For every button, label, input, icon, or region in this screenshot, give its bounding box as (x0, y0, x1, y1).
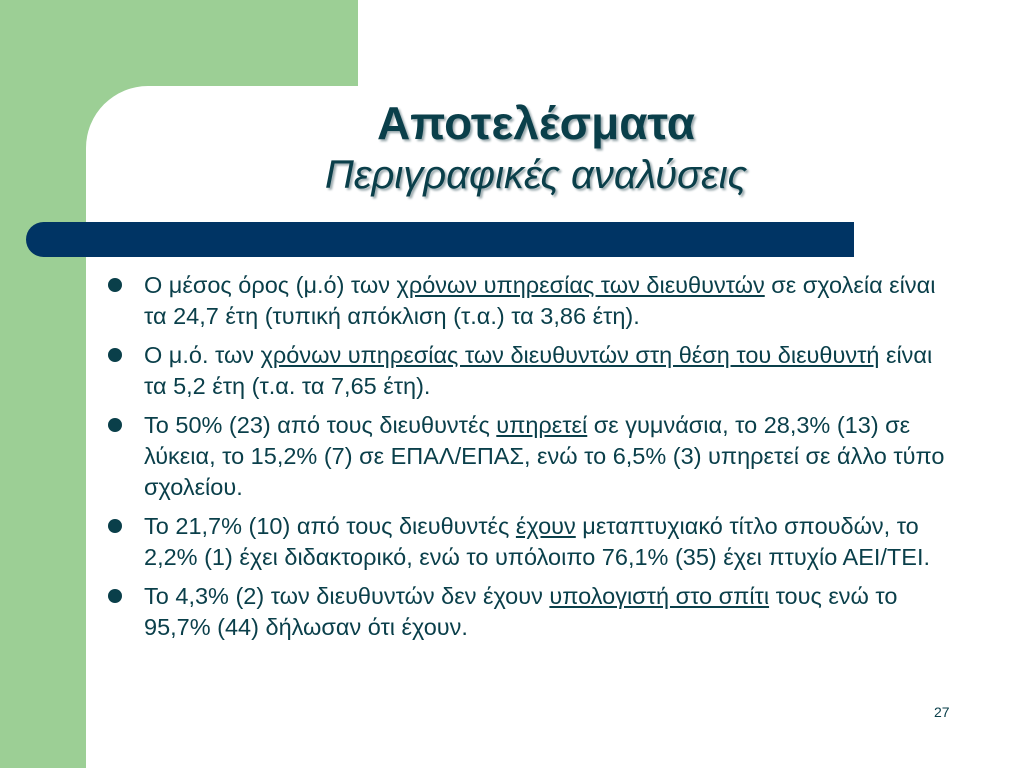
title-block (86, 96, 986, 200)
bullet-dot-icon (108, 278, 122, 292)
bullet-item (104, 410, 954, 503)
bullet-item (104, 270, 954, 332)
page-number: 27 (934, 704, 950, 720)
bullet-text-underlined: υπηρετεί (496, 412, 588, 438)
bullet-dot-icon (108, 589, 122, 603)
bullet-text-after: είναι τα 5,2 έτη (τ.α. τα 7,65 έτη). (144, 342, 933, 399)
bullet-text-before: Ο μέσος όρος (μ.ό) των (144, 272, 397, 298)
bullet-dot-icon (108, 348, 122, 362)
bullet-text-underlined: έχουν (515, 513, 576, 539)
bullet-text-after: σε γυμνάσια, το 28,3% (13) σε λύκεια, το 15,2% (7) σε ΕΠΑΛ/ΕΠΑΣ, ενώ το 6,5% (3) υπηρετεί σε άλλο τύπο σχολείου. (144, 412, 945, 500)
bullet-text-before: Το 50% (23) από τους διευθυντές (144, 412, 497, 438)
slide-subtitle: Περιγραφικές αναλύσεις (324, 153, 748, 197)
bullet-text-before: Το 21,7% (10) από τους διευθυντές (144, 513, 516, 539)
bullet-text-underlined: χρόνων υπηρεσίας των διευθυντών στη θέση του διευθυντή (260, 342, 880, 368)
bullet-text-after: μεταπτυχιακό τίτλο σπουδών, το 2,2% (1) έχει διδακτορικό, ενώ το υπόλοιπο 76,1% (35) έχει πτυχίο ΑΕΙ/ΤΕΙ. (144, 513, 931, 570)
bullet-text-before: Το 4,3% (2) των διευθυντών δεν έχουν (144, 583, 550, 609)
title-divider-bar (26, 222, 854, 257)
bullet-dot-icon (108, 519, 122, 533)
bullet-text-underlined: υπολογιστή στο σπίτι (549, 583, 770, 609)
bullet-list (104, 270, 954, 651)
bullet-text-before: Ο μ.ό. των (144, 342, 261, 368)
bullet-item (104, 581, 954, 643)
slide-title: Αποτελέσματα (376, 97, 696, 149)
bullet-text-after: τους ενώ το 95,7% (44) δήλωσαν ότι έχουν. (144, 583, 898, 640)
bullet-text-underlined: χρόνων υπηρεσίας των διευθυντών (396, 272, 765, 298)
bullet-text-after: σε σχολεία είναι τα 24,7 έτη (τυπική απόκλιση (τ.α.) τα 3,86 έτη). (144, 272, 936, 329)
bullet-item (104, 340, 954, 402)
bullet-dot-icon (108, 418, 122, 432)
bullet-item (104, 511, 954, 573)
